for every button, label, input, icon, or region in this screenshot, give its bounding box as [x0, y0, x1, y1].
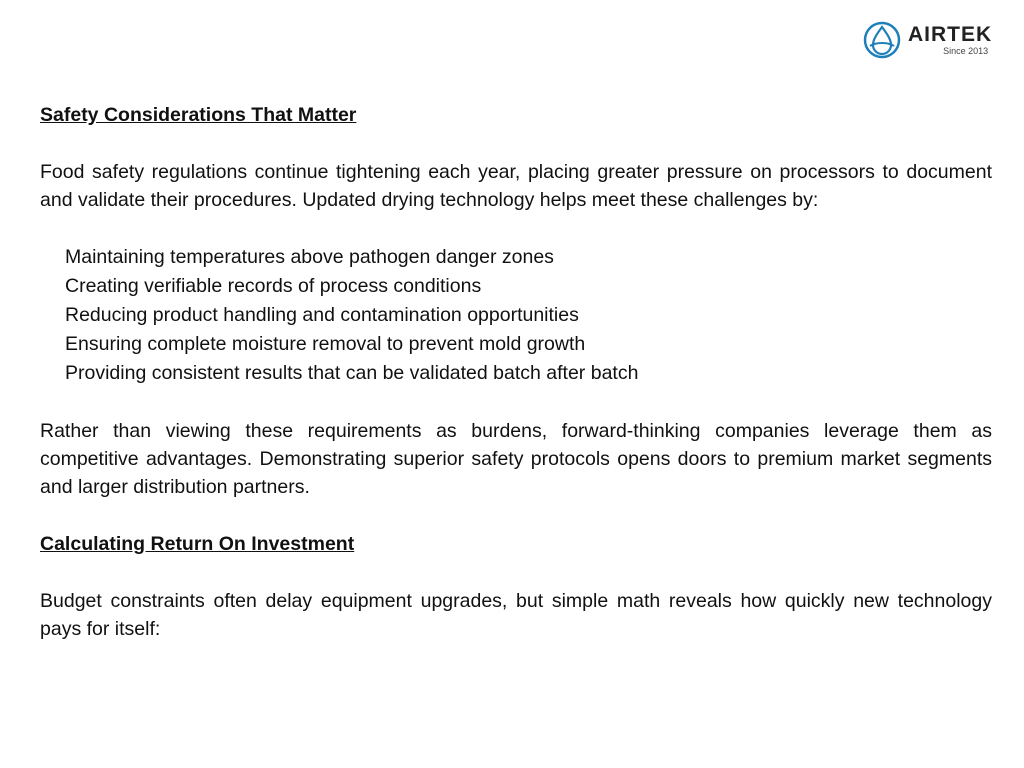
bullet-item: Creating verifiable records of process conditions [65, 275, 482, 297]
logo-name: AIRTEK [908, 23, 993, 46]
safety-bullet-list [40, 243, 992, 388]
safety-closing-paragraph: Rather than viewing these requirements as burdens, forward-thinking companies leverage them as competitive advantages. Demonstrating superior safety protocols opens doors to premium market segments and larger distribution partners. [40, 420, 992, 498]
bullet-item: Reducing product handling and contamination opportunities [65, 304, 579, 326]
airtek-logo [862, 16, 1012, 64]
logo-text [908, 24, 992, 56]
roi-intro-paragraph: Budget constraints often delay equipment upgrades, but simple math reveals how quickly new technology pays for itself: [40, 590, 992, 640]
bullet-item: Ensuring complete moisture removal to prevent mold growth [65, 333, 586, 355]
spacer [40, 388, 992, 417]
roi-heading: Calculating Return On Investment [40, 533, 355, 555]
bullet-item: Providing consistent results that can be validated batch after batch [65, 362, 639, 384]
logo-since: Since 2013 [943, 46, 989, 56]
spacer [40, 501, 992, 530]
safety-intro-paragraph: Food safety regulations continue tightening each year, placing greater pressure on processors to document and validate their procedures. Updated drying technology helps meet these challenges by: [40, 161, 992, 211]
spacer [40, 558, 992, 587]
spacer [40, 129, 992, 158]
bullet-item: Maintaining temperatures above pathogen danger zones [65, 246, 554, 268]
document-body [40, 101, 992, 643]
water-drop-logo-icon [862, 20, 902, 60]
safety-heading: Safety Considerations That Matter [40, 104, 357, 126]
spacer [40, 214, 992, 243]
